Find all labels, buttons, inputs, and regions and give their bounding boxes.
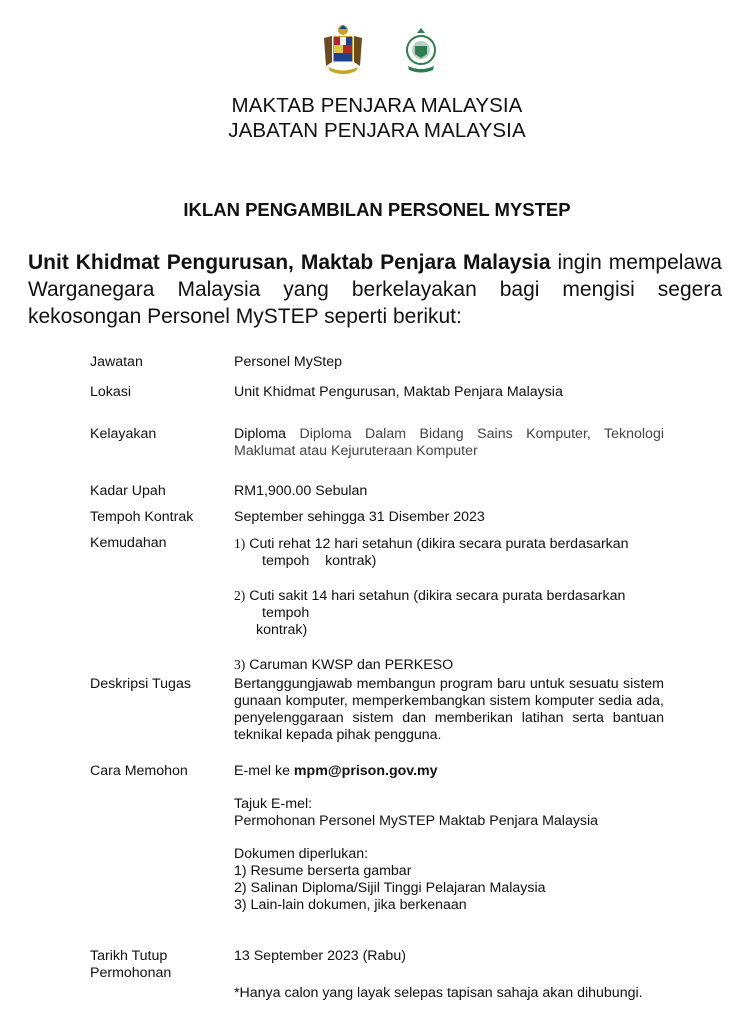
kemudahan-item-2-text: Cuti sakit 14 hari setahun (dikira secara purata berdasarkan <box>249 588 626 604</box>
malaysia-coat-of-arms-logo <box>318 22 368 78</box>
logo-bar <box>0 22 754 82</box>
kemudahan-item-2-number: 2) <box>234 588 246 603</box>
label-kemudahan: Kemudahan <box>90 535 167 551</box>
document-item: 3) Lain-lain dokumen, jika berkenaan <box>234 897 467 913</box>
value-lokasi: Unit Khidmat Pengurusan, Maktab Penjara Malaysia <box>234 384 563 400</box>
prison-department-crest-logo <box>404 26 438 74</box>
value-jawatan: Personel MyStep <box>234 354 343 370</box>
label-tarikh-tutup-line1: Tarikh Tutup <box>90 948 168 964</box>
intro-unit-name: Unit Khidmat Pengurusan, Maktab Penjara Malaysia <box>28 251 551 274</box>
kemudahan-item-1-text: Cuti rehat 12 hari setahun (dikira secara purata berdasarkan <box>249 536 629 552</box>
kemudahan-item-1-text-cont: tempoh kontrak) <box>262 553 377 569</box>
label-tarikh-tutup-line2: Permohonan <box>90 965 172 981</box>
intro-paragraph <box>28 249 722 330</box>
value-tarikh-tutup: 13 September 2023 (Rabu) <box>234 948 406 964</box>
kemudahan-item-3-number: 3) <box>234 657 246 672</box>
label-jawatan: Jawatan <box>90 354 143 370</box>
kemudahan-item-3 <box>234 656 664 674</box>
documents-label: Dokumen diperlukan: <box>234 846 369 862</box>
email-line <box>234 763 664 780</box>
value-kadar-upah: RM1,900.00 Sebulan <box>234 483 368 499</box>
label-kadar-upah: Kadar Upah <box>90 483 166 499</box>
email-subject-label: Tajuk E-mel: <box>234 796 313 812</box>
kemudahan-item-2 <box>234 587 664 639</box>
kemudahan-item-1-number: 1) <box>234 536 246 551</box>
value-deskripsi-tugas: Bertanggungjawab membangun program baru untuk sesuatu sistem gunaan komputer, memperkembangkan sistem komputer sedia ada, penyelenggaraan sistem dan memberikan latihan serta bantuan teknikal kepada pihak pengguna. <box>234 676 664 743</box>
value-cara-memohon <box>234 763 664 914</box>
kelayakan-field: Diploma Dalam Bidang Sains Komputer, Teknologi Maklumat atau Kejuruteraan Komputer <box>234 426 664 459</box>
kemudahan-item-3-text: Caruman KWSP dan PERKESO <box>249 657 454 673</box>
label-cara-memohon: Cara Memohon <box>90 763 188 779</box>
kelayakan-level: Diploma <box>234 426 287 442</box>
value-tempoh-kontrak: September sehingga 31 Disember 2023 <box>234 509 485 525</box>
label-lokasi: Lokasi <box>90 384 132 400</box>
department-name: JABATAN PENJARA MALAYSIA <box>228 119 526 142</box>
intro-text: ingin mempelawa Warganegara Malaysia yang berkelayakan bagi mengisi segera kekosongan Personel MySTEP seperti berikut: <box>28 251 722 328</box>
label-tempoh-kontrak: Tempoh Kontrak <box>90 509 194 525</box>
shortlist-note: *Hanya calon yang layak selepas tapisan sahaja akan dihubungi. <box>234 985 643 1001</box>
kemudahan-item-1 <box>234 535 664 570</box>
label-kelayakan: Kelayakan <box>90 426 157 442</box>
document-item: 2) Salinan Diploma/Sijil Tinggi Pelajaran Malaysia <box>234 880 546 896</box>
kemudahan-item-2-text-cont: tempoh <box>262 605 310 621</box>
value-kelayakan <box>234 426 664 460</box>
document-item: 1) Resume berserta gambar <box>234 863 412 879</box>
label-tarikh-tutup <box>90 948 225 982</box>
advertisement-title: IKLAN PENGAMBILAN PERSONEL MYSTEP <box>183 199 571 220</box>
kemudahan-item-2-text-cont2: kontrak) <box>256 622 308 638</box>
email-prefix: E-mel ke <box>234 763 294 779</box>
email-address-link[interactable]: mpm@prison.gov.my <box>293 763 438 779</box>
institution-name: MAKTAB PENJARA MALAYSIA <box>231 94 523 117</box>
label-deskripsi-tugas: Deskripsi Tugas <box>90 676 191 692</box>
email-subject: Permohonan Personel MySTEP Maktab Penjara Malaysia <box>234 813 599 829</box>
